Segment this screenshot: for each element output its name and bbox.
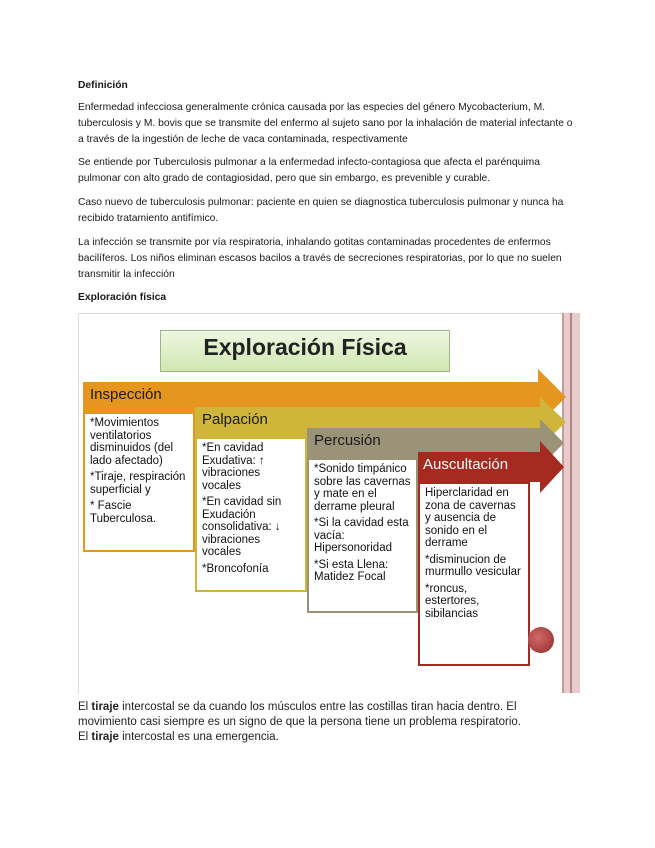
caption-l2-bold: tiraje — [91, 731, 119, 743]
palpacion-item: *En cavidad sin Exudación consolidativa: ↓ vibraciones vocales — [202, 496, 282, 558]
inspeccion-item: *Tiraje, respiración superficial y — [90, 471, 186, 496]
percusion-item: *Si esta Llena: Matidez Focal — [314, 558, 389, 583]
percusion-item: *Sonido timpánico sobre las cavernas y mate en el derrame pleural — [314, 463, 411, 513]
exploracion-fisica-figure — [78, 313, 580, 693]
caption-tiraje — [78, 700, 548, 745]
inspeccion-item: *Movimientos ventilatorios disminuidos (del lado afectado) — [90, 417, 174, 467]
box-inspeccion — [83, 412, 195, 552]
auscultacion-item: *disminucion de murmullo vesicular — [425, 553, 521, 578]
box-percusion — [307, 458, 418, 613]
step-auscultacion-label: Auscultación — [423, 456, 509, 473]
decorative-circle — [528, 627, 554, 653]
caption-l2-pre: El — [78, 731, 92, 743]
palpacion-item: *En cavidad Exudativa: ↑ vibraciones vocales — [202, 442, 265, 492]
inspeccion-item: * Fascie Tuberculosa. — [90, 500, 157, 525]
step-percusion-label: Percusión — [314, 432, 381, 449]
heading-definicion: Definición — [78, 80, 128, 91]
paragraph-tb-pulmonar: Se entiende por Tuberculosis pulmonar a la enfermedad infecto-contagiosa que afecta el parénquima pulmonar con alto grado de contagiosidad, pero que sin embargo, es prevenible y curable. — [78, 157, 540, 184]
palpacion-item: *Broncofonía — [202, 562, 269, 575]
paragraph-definicion: Enfermedad infecciosa generalmente crónica causada por las especies del género Mycobacterium, M. tuberculosis y M. bovis que se transmite del enfermo al sujeto sano por la inhalación de material infectante o a través de la ingestión de leche de vaca contaminada, respectivamente — [78, 102, 573, 145]
box-auscultacion — [418, 482, 530, 666]
box-palpacion — [195, 437, 307, 592]
step-palpacion-label: Palpación — [202, 411, 268, 428]
paragraph-caso-nuevo: Caso nuevo de tuberculosis pulmonar: paciente en quien se diagnostica tuberculosis pulmonar y nunca ha recibido tratamiento antifímico. — [78, 197, 564, 224]
paragraph-transmision: La infección se transmite por vía respiratoria, inhalando gotitas contaminadas procedentes de enfermos bacilíferos. Los niños eliminan escasos bacilos a través de secreciones respiratorias, por lo que no suelen transmitir la infección — [78, 237, 562, 280]
step-auscultacion-arrow-head — [540, 441, 566, 493]
heading-exploracion: Exploración física — [78, 292, 167, 303]
caption-l2-post: intercostal es una emergencia. — [118, 731, 279, 743]
caption-l1-bold: tiraje — [91, 701, 119, 713]
auscultacion-item: Hiperclaridad en zona de cavernas y ausencia de sonido en el derrame — [425, 487, 516, 549]
step-inspeccion-label: Inspección — [90, 386, 162, 403]
caption-l1-post: intercostal se da cuando los músculos entre las costillas tiran hacia dentro. El movimiento casi siempre es un signo de que la persona tiene un problema respiratorio. — [78, 701, 521, 728]
auscultacion-item: *roncus, estertores, sibilancias — [425, 582, 480, 620]
figure-right-line — [570, 313, 572, 693]
caption-l1-pre: El — [78, 701, 92, 713]
percusion-item: *Si la cavidad esta vacía: Hipersonoridad — [314, 517, 409, 554]
figure-title: Exploración Física — [203, 334, 407, 360]
